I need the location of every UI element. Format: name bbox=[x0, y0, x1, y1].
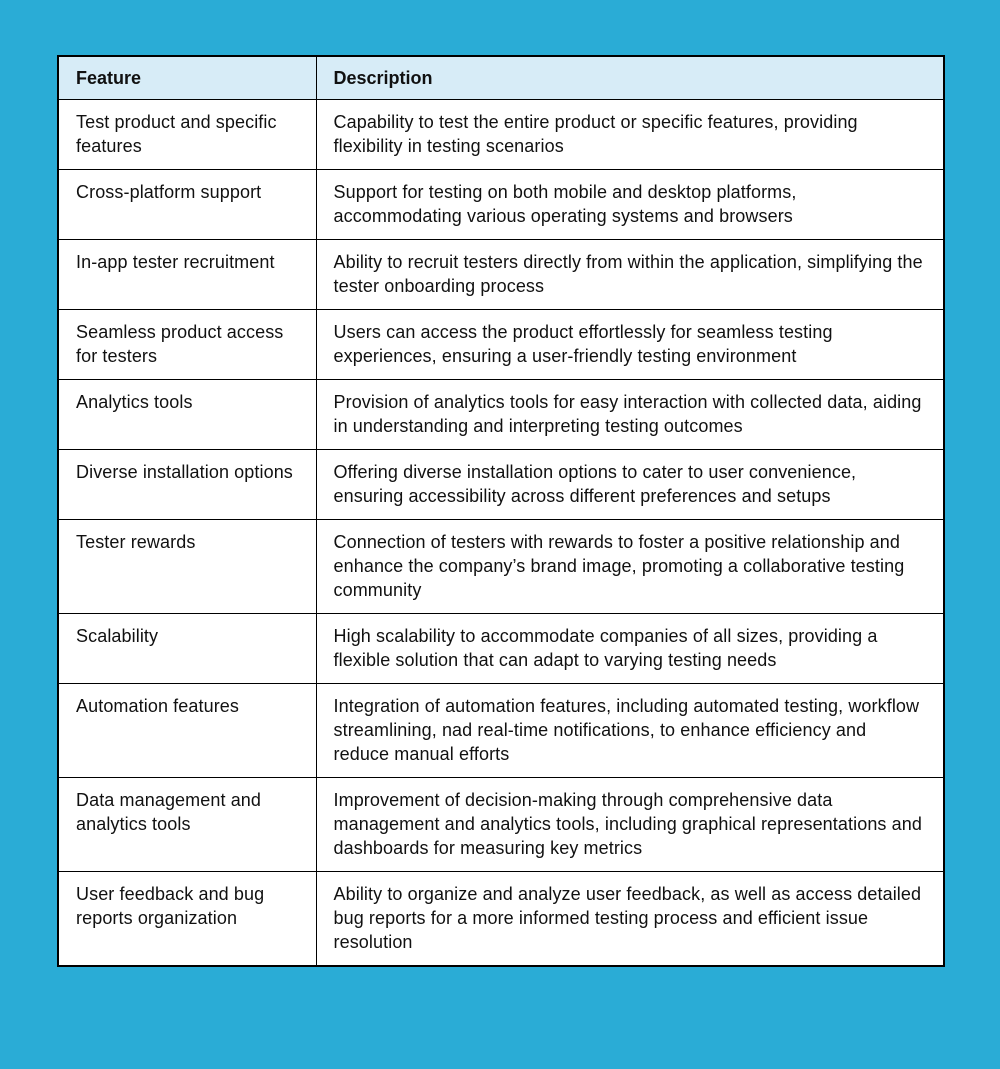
feature-cell: Test product and specific features bbox=[58, 100, 316, 170]
table-row bbox=[58, 450, 944, 520]
description-cell: Provision of analytics tools for easy interaction with collected data, aiding in understanding and interpreting testing outcomes bbox=[316, 380, 944, 450]
table-row bbox=[58, 684, 944, 778]
description-cell: Integration of automation features, including automated testing, workflow streamlining, nad real-time notifications, to enhance efficiency and reduce manual efforts bbox=[316, 684, 944, 778]
description-cell: Connection of testers with rewards to foster a positive relationship and enhance the company’s brand image, promoting a collaborative testing community bbox=[316, 520, 944, 614]
feature-comparison-table bbox=[57, 55, 945, 967]
table-body bbox=[58, 100, 944, 967]
table-row bbox=[58, 380, 944, 450]
table-row bbox=[58, 872, 944, 967]
feature-cell: Automation features bbox=[58, 684, 316, 778]
column-header-feature: Feature bbox=[58, 56, 316, 100]
description-cell: Users can access the product effortlessly for seamless testing experiences, ensuring a user-friendly testing environment bbox=[316, 310, 944, 380]
table-row bbox=[58, 614, 944, 684]
column-header-description: Description bbox=[316, 56, 944, 100]
feature-cell: User feedback and bug reports organization bbox=[58, 872, 316, 967]
header-row bbox=[58, 56, 944, 100]
feature-cell: Scalability bbox=[58, 614, 316, 684]
table-row bbox=[58, 778, 944, 872]
description-cell: Support for testing on both mobile and desktop platforms, accommodating various operating systems and browsers bbox=[316, 170, 944, 240]
description-cell: High scalability to accommodate companies of all sizes, providing a flexible solution that can adapt to varying testing needs bbox=[316, 614, 944, 684]
description-cell: Ability to organize and analyze user feedback, as well as access detailed bug reports for a more informed testing process and efficient issue resolution bbox=[316, 872, 944, 967]
feature-cell: Cross-platform support bbox=[58, 170, 316, 240]
feature-cell: In-app tester recruitment bbox=[58, 240, 316, 310]
table-row bbox=[58, 170, 944, 240]
description-cell: Ability to recruit testers directly from within the application, simplifying the tester onboarding process bbox=[316, 240, 944, 310]
feature-cell: Seamless product access for testers bbox=[58, 310, 316, 380]
table-row bbox=[58, 240, 944, 310]
description-cell: Capability to test the entire product or specific features, providing flexibility in testing scenarios bbox=[316, 100, 944, 170]
table-header bbox=[58, 56, 944, 100]
feature-cell: Diverse installation options bbox=[58, 450, 316, 520]
table-row bbox=[58, 310, 944, 380]
description-cell: Offering diverse installation options to cater to user convenience, ensuring accessibility across different preferences and setups bbox=[316, 450, 944, 520]
feature-cell: Tester rewards bbox=[58, 520, 316, 614]
feature-cell: Data management and analytics tools bbox=[58, 778, 316, 872]
table-row bbox=[58, 520, 944, 614]
table-row bbox=[58, 100, 944, 170]
feature-cell: Analytics tools bbox=[58, 380, 316, 450]
description-cell: Improvement of decision-making through comprehensive data management and analytics tools, including graphical representations and dashboards for measuring key metrics bbox=[316, 778, 944, 872]
